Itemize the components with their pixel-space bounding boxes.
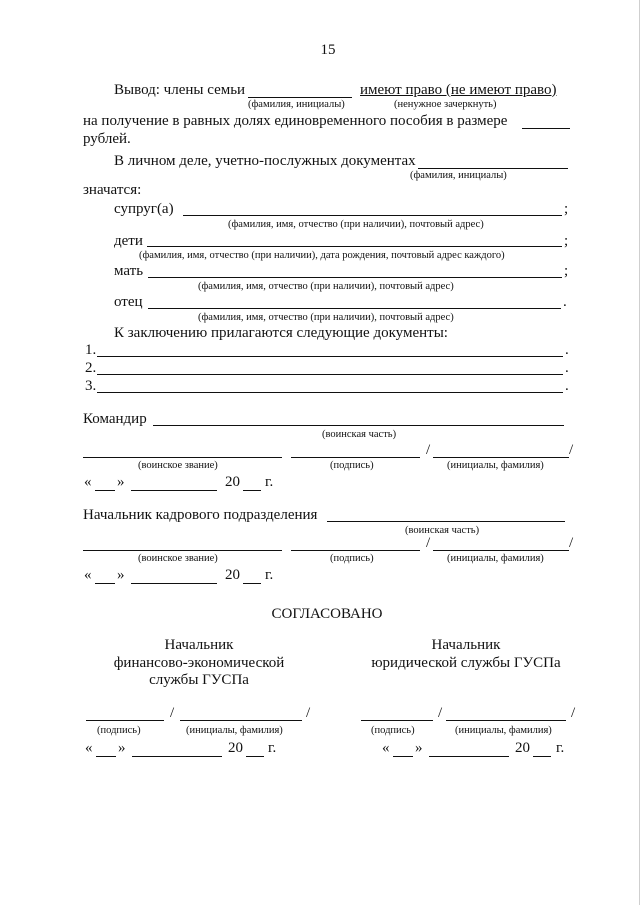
legal-day-line[interactable] xyxy=(393,756,413,757)
mother-semicolon: ; xyxy=(564,263,569,279)
commander-signature-line[interactable] xyxy=(291,457,420,458)
attachment-num-1: 1. xyxy=(85,342,97,358)
mother-line[interactable] xyxy=(148,277,562,278)
have-right-text: имеют право (не имеют право) xyxy=(360,82,557,98)
finance-signature-hint: (подпись) xyxy=(97,725,141,736)
mother-label: мать xyxy=(114,263,144,279)
children-line[interactable] xyxy=(147,246,562,247)
commander-slash-1: / xyxy=(426,442,431,458)
spouse-semicolon: ; xyxy=(564,201,569,217)
family-names-line[interactable] xyxy=(248,97,352,98)
hr-slash-1: / xyxy=(426,535,431,551)
commander-rank-hint: (воинское звание) xyxy=(138,460,218,471)
attachment-period-1: . xyxy=(565,342,569,358)
commander-year-line[interactable] xyxy=(243,490,261,491)
legal-signature-hint: (подпись) xyxy=(371,725,415,736)
finance-slash-1: / xyxy=(170,705,175,721)
commander-unit-line[interactable] xyxy=(153,425,564,426)
father-label: отец xyxy=(114,294,143,310)
finance-head-line3: службы ГУСПа xyxy=(149,672,249,688)
children-semicolon: ; xyxy=(564,233,569,249)
commander-rank-line[interactable] xyxy=(83,457,282,458)
hr-month-line[interactable] xyxy=(131,583,217,584)
attachment-line-3[interactable] xyxy=(97,392,563,393)
personal-file-label: В личном деле, учетно-послужных документах xyxy=(114,153,416,169)
strike-hint: (ненужное зачеркнуть) xyxy=(394,99,497,110)
legal-initials-hint: (инициалы, фамилия) xyxy=(455,725,552,736)
mother-hint: (фамилия, имя, отчество (при наличии), почтовый адрес) xyxy=(198,281,454,292)
commander-slash-2: / xyxy=(569,442,574,458)
spouse-line[interactable] xyxy=(183,215,562,216)
attachment-line-1[interactable] xyxy=(97,356,563,357)
commander-day-line[interactable] xyxy=(95,490,115,491)
approved-title: СОГЛАСОВАНО xyxy=(271,606,383,622)
finance-head-line1: Начальник xyxy=(164,637,234,653)
commander-initials-line[interactable] xyxy=(433,457,569,458)
spouse-hint: (фамилия, имя, отчество (при наличии), почтовый адрес) xyxy=(228,219,484,230)
finance-year-prefix: 20 xyxy=(228,740,243,756)
finance-initials-hint: (инициалы, фамилия) xyxy=(186,725,283,736)
conclusion-line3: рублей. xyxy=(83,131,131,147)
commander-quote-close: » xyxy=(117,474,125,490)
legal-month-line[interactable] xyxy=(429,756,509,757)
father-hint: (фамилия, имя, отчество (при наличии), почтовый адрес) xyxy=(198,312,454,323)
finance-day-line[interactable] xyxy=(96,756,116,757)
attachment-line-2[interactable] xyxy=(97,374,563,375)
commander-initials-hint: (инициалы, фамилия) xyxy=(447,460,544,471)
commander-month-line[interactable] xyxy=(131,490,217,491)
finance-quote-open: « xyxy=(85,740,93,756)
hr-rank-line[interactable] xyxy=(83,550,282,551)
hr-year-prefix: 20 xyxy=(225,567,240,583)
hr-unit-line[interactable] xyxy=(327,521,565,522)
personal-file-name-line[interactable] xyxy=(418,168,568,169)
finance-month-line[interactable] xyxy=(132,756,222,757)
hr-day-line[interactable] xyxy=(95,583,115,584)
benefit-amount-line[interactable] xyxy=(522,128,570,129)
finance-initials-line[interactable] xyxy=(180,720,302,721)
hr-signature-line[interactable] xyxy=(291,550,420,551)
children-hint: (фамилия, имя, отчество (при наличии), дата рождения, почтовый адрес каждого) xyxy=(139,250,505,261)
names-hint: (фамилия, инициалы) xyxy=(248,99,345,110)
legal-initials-line[interactable] xyxy=(446,720,566,721)
conclusion-label: Вывод: члены семьи xyxy=(114,82,246,98)
page-number: 15 xyxy=(320,42,336,58)
hr-quote-open: « xyxy=(84,567,92,583)
legal-year-suffix: г. xyxy=(556,740,565,756)
attachments-label: К заключению прилагаются следующие документы: xyxy=(114,325,448,341)
legal-quote-close: » xyxy=(415,740,423,756)
hr-unit-hint: (воинская часть) xyxy=(405,525,480,536)
finance-quote-close: » xyxy=(118,740,126,756)
listed-label: значатся: xyxy=(83,182,142,198)
finance-head-line2: финансово-экономической xyxy=(113,655,285,671)
hr-year-suffix: г. xyxy=(265,567,274,583)
commander-unit-hint: (воинская часть) xyxy=(322,429,397,440)
legal-signature-line[interactable] xyxy=(361,720,433,721)
attachment-num-2: 2. xyxy=(85,360,97,376)
hr-initials-line[interactable] xyxy=(433,550,569,551)
personal-file-hint: (фамилия, инициалы) xyxy=(410,170,507,181)
legal-slash-2: / xyxy=(571,705,576,721)
commander-year-suffix: г. xyxy=(265,474,274,490)
legal-quote-open: « xyxy=(382,740,390,756)
legal-slash-1: / xyxy=(438,705,443,721)
spouse-label: супруг(а) xyxy=(114,201,174,217)
finance-year-suffix: г. xyxy=(268,740,277,756)
hr-slash-2: / xyxy=(569,535,574,551)
finance-slash-2: / xyxy=(306,705,311,721)
legal-year-prefix: 20 xyxy=(515,740,530,756)
commander-label: Командир xyxy=(83,411,147,427)
father-period: . xyxy=(563,294,567,310)
hr-signature-hint: (подпись) xyxy=(330,553,374,564)
hr-rank-hint: (воинское звание) xyxy=(138,553,218,564)
hr-initials-hint: (инициалы, фамилия) xyxy=(447,553,544,564)
commander-signature-hint: (подпись) xyxy=(330,460,374,471)
attachment-num-3: 3. xyxy=(85,378,97,394)
legal-head-line2: юридической службы ГУСПа xyxy=(371,655,561,671)
father-line[interactable] xyxy=(148,308,561,309)
hr-quote-close: » xyxy=(117,567,125,583)
attachment-period-3: . xyxy=(565,378,569,394)
hr-head-label: Начальник кадрового подразделения xyxy=(83,507,318,523)
finance-year-line[interactable] xyxy=(246,756,264,757)
finance-signature-line[interactable] xyxy=(86,720,164,721)
conclusion-line2: на получение в равных долях единовременного пособия в размере xyxy=(83,113,508,129)
children-label: дети xyxy=(114,233,143,249)
commander-quote-open: « xyxy=(84,474,92,490)
hr-year-line[interactable] xyxy=(243,583,261,584)
legal-head-line1: Начальник xyxy=(431,637,501,653)
attachment-period-2: . xyxy=(565,360,569,376)
commander-year-prefix: 20 xyxy=(225,474,240,490)
legal-year-line[interactable] xyxy=(533,756,551,757)
